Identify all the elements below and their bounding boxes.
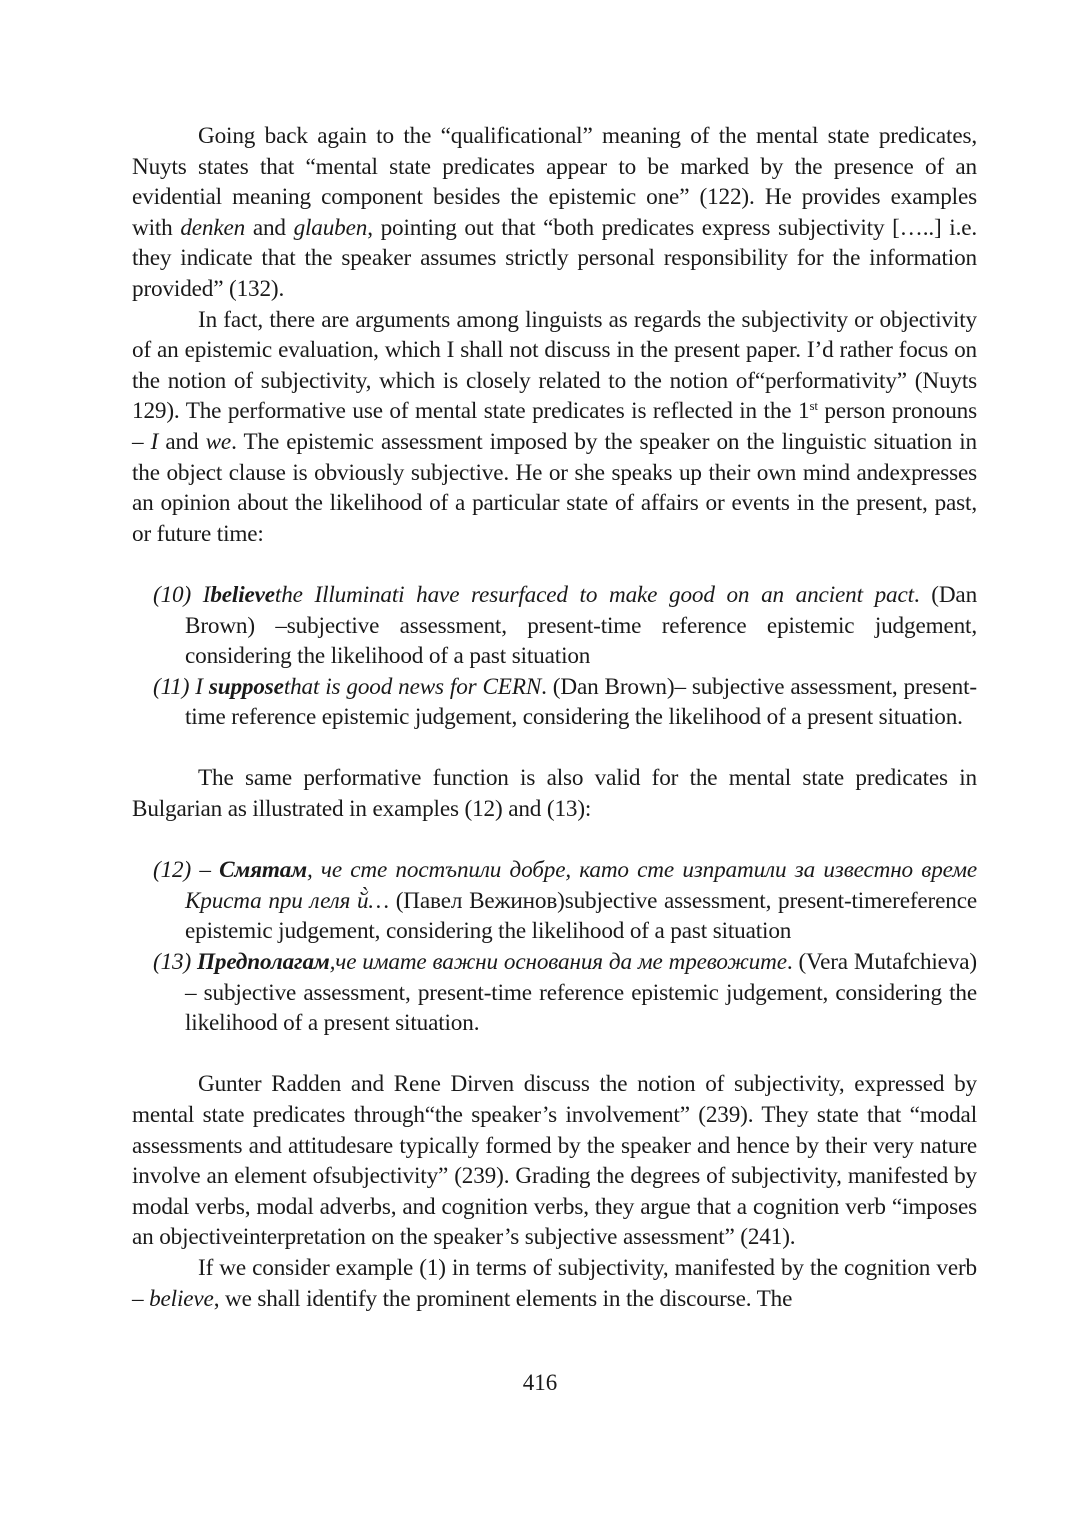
example-comment: . (Dan Brown) –subjective assessment, present-time reference epistemic judgement, considering the likelihood of a past situation bbox=[185, 581, 978, 670]
example-comment: . (Dan Brown)– subjective assessment, present-time reference epistemic judgement, considering the likelihood of a present situation. bbox=[185, 673, 977, 731]
example-verb: suppose bbox=[208, 673, 284, 700]
example-verb: Смятам bbox=[219, 857, 307, 884]
italic-pronoun-we: we bbox=[205, 428, 232, 455]
paragraph-text: and bbox=[245, 214, 294, 241]
example-number: (12) – bbox=[153, 857, 220, 884]
example-quote: ,че имате важни основания да ме тревожите bbox=[329, 949, 787, 976]
example-number: (11) I bbox=[153, 673, 209, 700]
example-10 bbox=[132, 580, 977, 672]
example-quote: the Illuminati have resurfaced to make good on an ancient pact bbox=[274, 581, 914, 608]
example-11 bbox=[132, 672, 977, 733]
paragraph-qualificational bbox=[132, 121, 977, 305]
italic-term-glauben: glauben bbox=[293, 214, 368, 241]
paragraph-example-1 bbox=[132, 1253, 977, 1314]
italic-term-believe: believe bbox=[149, 1285, 214, 1312]
italic-term-denken: denken bbox=[180, 214, 246, 241]
paragraph-text: . The epistemic assessment imposed by the speaker on the linguistic situation in the object clause is obviously subjective. He or she speaks up their own mind andexpresses an opinion about the likelihood of a particular state of affairs or events in the present, past, or future time: bbox=[132, 428, 978, 547]
paragraph-text: In fact, there are arguments among linguists as regards the subjectivity or objectivity of an epistemic evaluation, which I shall not discuss in the present paper. I’d rather focus on the notion of subjectivity, which is closely related to the notion of“performativity” (Nuyts 129). The performative use of mental state predicates is reflected in the 1 bbox=[132, 306, 977, 425]
italic-pronoun-i: I bbox=[150, 428, 159, 455]
example-comment: . (Vera Mutafchieva) – subjective assessment, present-time reference epistemic judgement, considering the likelihood of a present situation. bbox=[185, 949, 977, 1037]
superscript: st bbox=[809, 398, 818, 414]
example-verb: believe bbox=[210, 581, 275, 608]
page-body bbox=[132, 121, 977, 1314]
paragraph-radden-dirven: Gunter Radden and Rene Dirven discuss the notion of subjectivity, expressed by mental state predicates through“the speaker’s involvement” (239). They state that “modal assessments and attitudesare typically formed by the speaker and hence by their very nature involve an element ofsubjectivity” (239). Grading the degrees of subjectivity, manifested by modal verbs, modal adverbs, and cognition verbs, they argue that a cognition verb “imposes an objectiveinterpretation on the speaker’s subjective assessment” (241). bbox=[132, 1071, 977, 1251]
paragraph-bulgarian: The same performative function is also valid for the mental state predicates in Bulgarian as illustrated in examples (12) and (13): bbox=[132, 765, 977, 823]
paragraph-performativity bbox=[132, 305, 977, 550]
paragraph-text: , we shall identify the prominent elements in the discourse. The bbox=[213, 1285, 793, 1312]
paragraph-text: If we consider example (1) in terms of subjectivity, manifested by the cognition verb – bbox=[132, 1254, 977, 1312]
example-verb: Предполагам bbox=[197, 949, 330, 976]
example-quote: , че сте постъпили добре, като сте изпратили за известно време Криста при леля й̀… bbox=[185, 857, 977, 914]
paragraph-text: person pronouns – bbox=[132, 398, 977, 455]
example-quote: that is good news for CERN bbox=[283, 673, 542, 700]
spacer bbox=[132, 549, 977, 580]
example-number: (13) bbox=[153, 949, 197, 976]
example-12 bbox=[132, 855, 977, 947]
spacer bbox=[132, 1039, 977, 1070]
paragraph-text: and bbox=[158, 428, 206, 455]
spacer bbox=[132, 825, 977, 856]
spacer bbox=[132, 733, 977, 764]
example-number: (10) I bbox=[153, 581, 211, 608]
page-number: 416 bbox=[522, 1370, 558, 1395]
paragraph-text: Going back again to the “qualificational” meaning of the mental state predicates, Nuyts states that “mental state predicates appear to be marked by the presence of an evidential meaning component besides the epistemic one” (122). He provides examples with bbox=[132, 123, 977, 241]
example-13 bbox=[132, 947, 977, 1039]
example-comment: (Павел Вежинов)subjective assessment, present-timereference epistemic judgement, considering the likelihood of a past situation bbox=[185, 887, 977, 945]
paragraph-text: , pointing out that “both predicates express subjectivity […..] i.e. they indicate that the speaker assumes strictly personal responsibility for the information provided” (132). bbox=[132, 214, 978, 302]
